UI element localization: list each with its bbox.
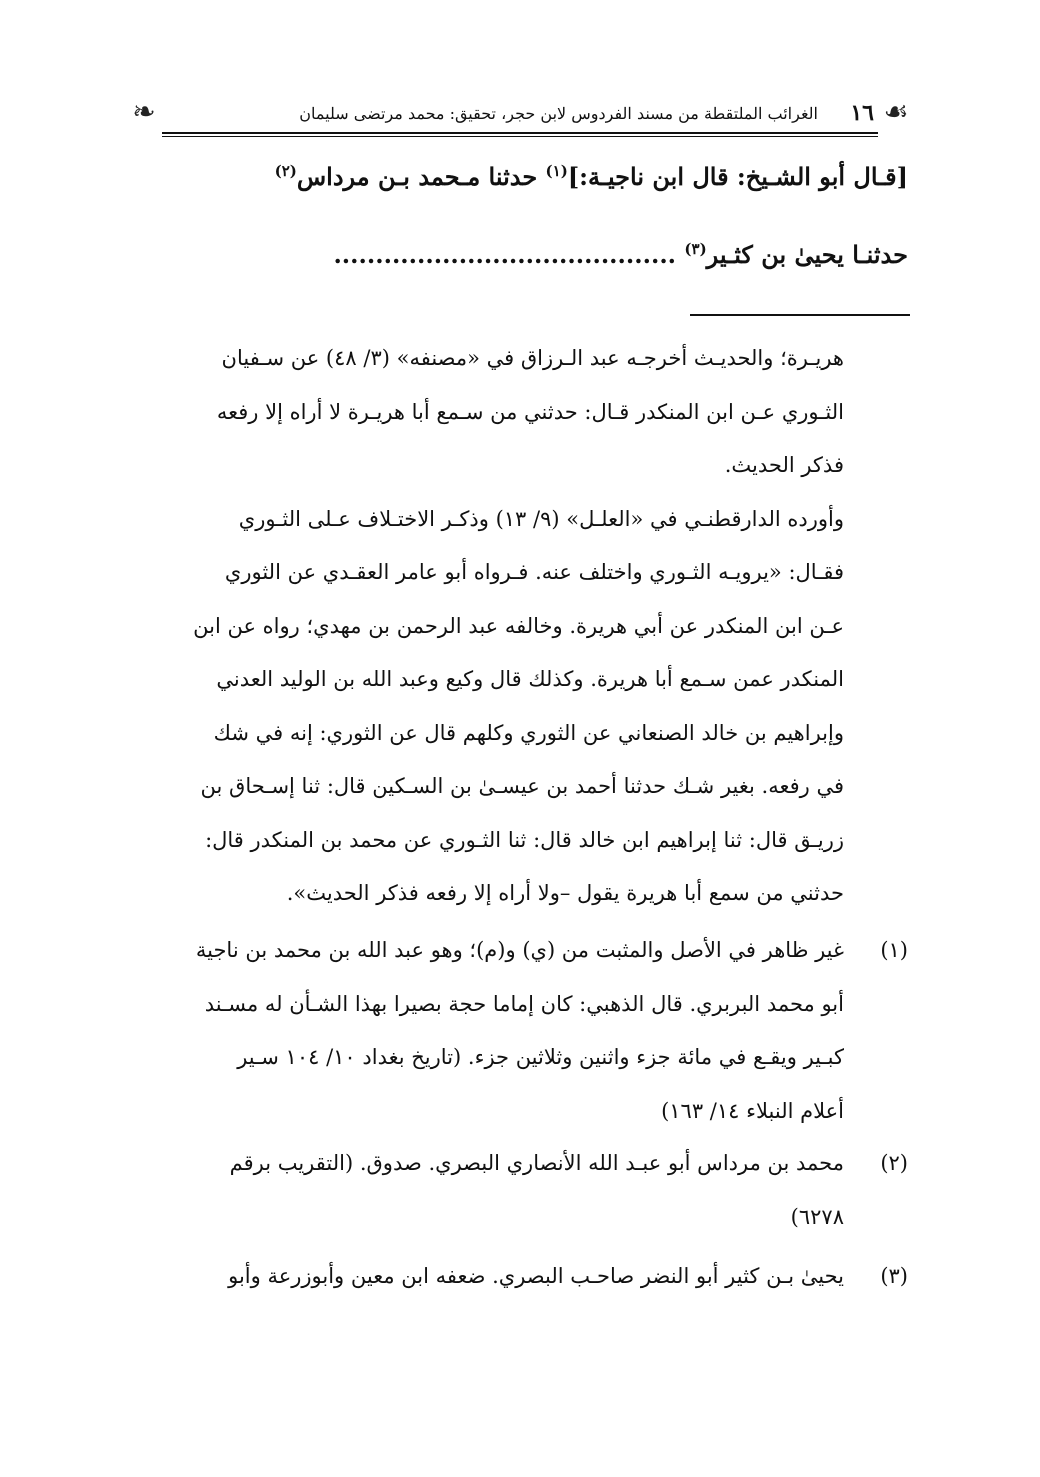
footnote-ref-3: (٣) bbox=[684, 240, 707, 258]
footnote-line: يحيىٰ بـن كثير أبو النضر صاحـب البصري. ضعفه ابن معين وأبوزرعة وأبو bbox=[228, 1264, 844, 1288]
ellipsis-dots: ......................................... bbox=[333, 240, 685, 269]
footnote-line: زريـق قال: ثنا إبراهيم ابن خالد قال: ثنا الثـوري عن محمد بن المنكدر قال: bbox=[205, 827, 844, 852]
footnote-text bbox=[132, 924, 844, 1138]
footnote-1 bbox=[132, 924, 908, 1138]
main-text-line-1 bbox=[275, 162, 908, 191]
footnote-line: فقـال: «يرويـه الثـوري واختلف عنه. فـرواه أبو عامر العقـدي عن الثوري bbox=[224, 560, 844, 584]
footnote-2 bbox=[132, 1137, 908, 1244]
running-header bbox=[132, 92, 908, 136]
isnad-part-1: [قـال أبو الشـيخ: قال ابن ناجيـة:] bbox=[567, 162, 908, 191]
footnote-line: هريـرة؛ والحديـث أخرجـه عبد الـرزاق في «مصنفه» (٣/ ٤٨) عن سـفيان bbox=[221, 346, 844, 370]
running-title: الغرائب الملتقطة من مسند الفردوس لابن حجر، تحقيق: محمد مرتضى سليمان bbox=[299, 104, 818, 123]
ornament-left-icon: ❧ bbox=[132, 95, 156, 128]
footnote-line: أعلام النبلاء ١٤/ ١٦٣) bbox=[661, 1098, 844, 1123]
footnote-number: (٢) bbox=[880, 1151, 908, 1175]
footnote-ref-2: (٢) bbox=[274, 162, 297, 180]
footnote-ref-1: (١) bbox=[545, 162, 568, 180]
footnote-line: فذكر الحديث. bbox=[724, 453, 844, 477]
footnote-line: عـن ابن المنكدر عن أبي هريرة. وخالفه عبد الرحمن بن مهدي؛ رواه عن ابن bbox=[193, 613, 844, 638]
header-rule-thin bbox=[162, 136, 878, 137]
footnote-line: غير ظاهر في الأصل والمثبت من (ي) و(م)؛ وهو عبد الله بن محمد بن ناجية bbox=[195, 938, 844, 962]
footnote-line: ٦٢٧٨) bbox=[790, 1204, 844, 1229]
footnote-3 bbox=[132, 1250, 908, 1304]
footnote-separator bbox=[690, 314, 910, 316]
footnote-line: في رفعه. بغير شـك حدثنا أحمد بن عيسـىٰ بن السـكين قال: ثنا إسـحاق بن bbox=[200, 774, 844, 798]
footnote-line: وأورده الدارقطنـي في «العلـل» (٩/ ١٣) وذكـر الاختـلاف عـلى الثـوري bbox=[238, 506, 844, 531]
main-text-line-2 bbox=[333, 240, 908, 269]
footnote-line: محمد بن مرداس أبو عبـد الله الأنصاري البصري. صدوق. (التقريب برقم bbox=[229, 1151, 844, 1175]
footnote-line: المنكدر عمن سـمع أبا هريرة. وكذلك قال وكيع وعبد الله بن الوليد العدني bbox=[216, 667, 844, 691]
footnote-line: حدثني من سمع أبا هريرة يقول –ولا أراه إلا رفعه فذكر الحديث». bbox=[286, 881, 844, 905]
footnote-text bbox=[132, 1137, 844, 1244]
footnote-line: الثـوري عـن ابن المنكدر قـال: حدثني من سـمع أبا هريـرة لا أراه إلا رفعه bbox=[216, 399, 844, 424]
footnote-text bbox=[132, 1250, 844, 1304]
footnote-number: (١) bbox=[880, 938, 908, 962]
footnote-line: كبـير ويقـع في مائة جزء واثنين وثلاثين جزء. (تاريخ بغداد ١٠/ ١٠٤ سـير bbox=[237, 1045, 844, 1069]
footnote-continued bbox=[132, 332, 908, 921]
footnote-line: أبو محمد البربري. قال الذهبي: كان إماما حجة بصيرا بهذا الشـأن له مسـند bbox=[204, 991, 844, 1016]
isnad-part-2: حدثنا مـحمد بـن مرداس bbox=[296, 162, 546, 191]
ornament-right-icon: ☙ bbox=[883, 95, 909, 128]
footnote-line: وإبراهيم بن خالد الصنعاني عن الثوري وكلهم قال عن الثوري: إنه في شك bbox=[213, 720, 844, 745]
header-rule bbox=[162, 132, 878, 134]
page-number: ١٦ bbox=[850, 100, 874, 126]
footnote-number: (٣) bbox=[880, 1264, 908, 1288]
isnad-part-3: حدثنـا يحيىٰ بن كثـير bbox=[706, 240, 908, 269]
